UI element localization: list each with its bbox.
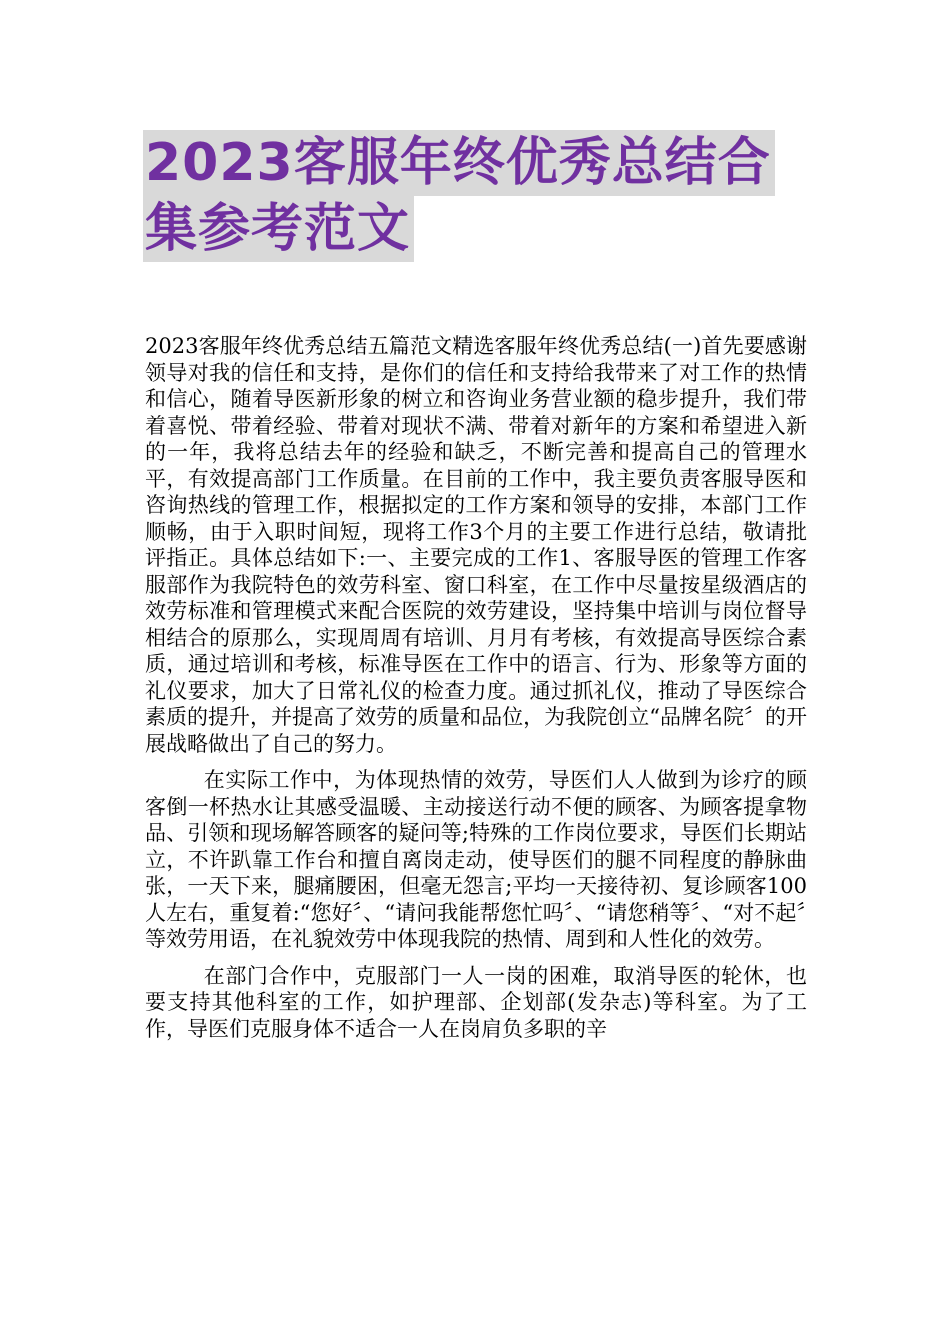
paragraph-3: 在部门合作中，克服部门一人一岗的困难，取消导医的轮休，也要支持其他科室的工作，如护理部、企划部(发杂志)等科室。为了工作，导医们克服身体不适合一人在岗肩负多职的辛	[145, 963, 807, 1041]
title-line-1: 2023客服年终优秀总结合	[143, 130, 775, 196]
document-body	[145, 333, 807, 1052]
paragraph-2: 在实际工作中，为体现热情的效劳，导医们人人做到为诊疗的顾客倒一杯热水让其感受温暖、主动接送行动不便的顾客、为顾客提拿物品、引领和现场解答顾客的疑问等;特殊的工作岗位要求，导医们长期站立，不许趴靠工作台和擅自离岗走动，使导医们的腿不同程度的静脉曲张，一天下来，腿痛腰困，但毫无怨言;平均一天接待初、复诊顾客100人左右，重复着:“您好〞、“请问我能帮您忙吗〞、“请您稍等〞、“对不起〞等效劳用语，在礼貌效劳中体现我院的热情、周到和人性化的效劳。	[145, 768, 807, 951]
title-line-2: 集参考范文	[143, 196, 414, 262]
paragraph-1: 2023客服年终优秀总结五篇范文精选客服年终优秀总结(一)首先要感谢领导对我的信任和支持，是你们的信任和支持给我带来了对工作的热情和信心，随着导医新形象的树立和咨询业务营业额的稳步提升，我们带着喜悦、带着经验、带着对现状不满、带着对新年的方案和希望进入新的一年，我将总结去年的经验和缺乏，不断完善和提高自己的管理水平，有效提高部门工作质量。在目前的工作中，我主要负责客服导医和咨询热线的管理工作，根据拟定的工作方案和领导的安排，本部门工作顺畅，由于入职时间短，现将工作3个月的主要工作进行总结，敬请批评指正。具体总结如下:一、主要完成的工作1、客服导医的管理工作客服部作为我院特色的效劳科室、窗口科室，在工作中尽量按星级酒店的效劳标准和管理模式来配合医院的效劳建设，坚持集中培训与岗位督导相结合的原那么，实现周周有培训、月月有考核，有效提高导医综合素质，通过培训和考核，标准导医在工作中的语言、行为、形象等方面的礼仪要求，加大了日常礼仪的检查力度。通过抓礼仪，推动了导医综合素质的提升，并提高了效劳的质量和品位，为我院创立“品牌名院〞的开展战略做出了自己的努力。	[145, 334, 807, 756]
document-title	[143, 130, 823, 262]
